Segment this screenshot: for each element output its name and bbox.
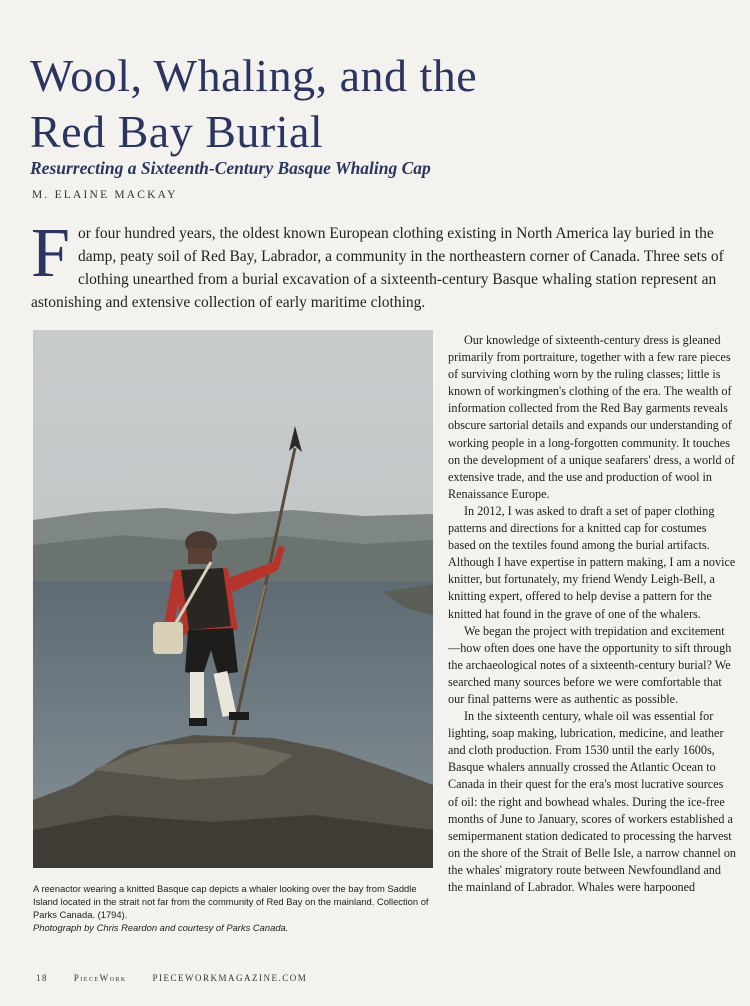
- photo-illustration: [33, 330, 433, 868]
- photo-caption: [33, 882, 438, 934]
- article-title: Wool, Whaling, and the Red Bay Burial: [30, 50, 478, 157]
- magazine-website: PIECEWORKMAGAZINE.COM: [152, 973, 308, 983]
- body-column: [448, 332, 736, 896]
- intro-text: or four hundred years, the oldest known European clothing existing in North America lay buried in the damp, peaty soil of Red Bay, Labrador, a community in the northeastern corner of Canada. Three sets of clothing unearthed from a burial excavation of a sixteenth-century Basque whaling station represent an astonishing and extensive collection of early maritime clothing.: [31, 225, 724, 311]
- page-footer: [36, 973, 329, 983]
- caption-text: A reenactor wearing a knitted Basque cap depicts a whaler looking over the bay from Saddle Island located in the strait not far from the community of Red Bay on the mainland. Collection of Parks Canada. (1794).: [33, 883, 429, 920]
- drop-cap: F: [31, 215, 70, 292]
- magazine-name: PieceWork: [73, 973, 127, 983]
- body-paragraph: Our knowledge of sixteenth-century dress is gleaned primarily from portraiture, together with a few rare pieces of surviving clothing worn by the ruling classes; little is known of workingmen's clothing of the era. The wealth of information collected from the Red Bay garments reveals obscure sartorial details and expands our understanding of working people in a long-forgotten community. It touches on the development of a unique seafarers' dress, a world of extensive trade, and the use and production of wool in Renaissance Europe.: [448, 333, 735, 501]
- body-paragraph: We began the project with trepidation and excitement—how often does one have the opportunity to sift through the archaeological notes of a sixteenth-century burial? We searched many sources before we were comfortable that our final patterns were as authentic as possible.: [448, 623, 732, 706]
- author-byline: M. ELAINE MACKAY: [32, 189, 178, 201]
- intro-paragraph: [31, 215, 731, 314]
- body-paragraph: In the sixteenth century, whale oil was essential for lighting, soap making, lubrication, medicine, and leather and cloth production. From 1530 until the early 1600s, Basque whalers annually crossed the Atlantic Ocean to Canada in their quest for the era's most lucrative sources of oil: the right and bowhead whales. During the ice-free months of June to January, scores of workers established a semipermanent station dedicated to processing the harvest on the shore of the Strait of Belle Isle, a narrow channel on the whales' migratory route between Newfoundland and the mainland of Labrador. Whales were harpooned: [448, 709, 737, 894]
- article-subtitle: Resurrecting a Sixteenth-Century Basque Whaling Cap: [30, 158, 431, 178]
- head: [188, 548, 212, 564]
- left-stocking: [190, 672, 204, 720]
- page-number: 18: [36, 973, 48, 983]
- reenactor-photo: [33, 330, 433, 868]
- satchel: [153, 622, 183, 654]
- body-paragraph: In 2012, I was asked to draft a set of paper clothing patterns and directions for a knitted cap for costumes based on the textiles found among the burial artifacts. Although I have expertise in pattern making, I am a novice knitter, but fortunately, my friend Wendy Leigh-Bell, a knitting expert, offered to help devise a pattern for the knitted hat found in the grave of one of the whalers.: [448, 503, 736, 621]
- photo-credit: Photograph by Chris Reardon and courtesy of Parks Canada.: [33, 922, 289, 933]
